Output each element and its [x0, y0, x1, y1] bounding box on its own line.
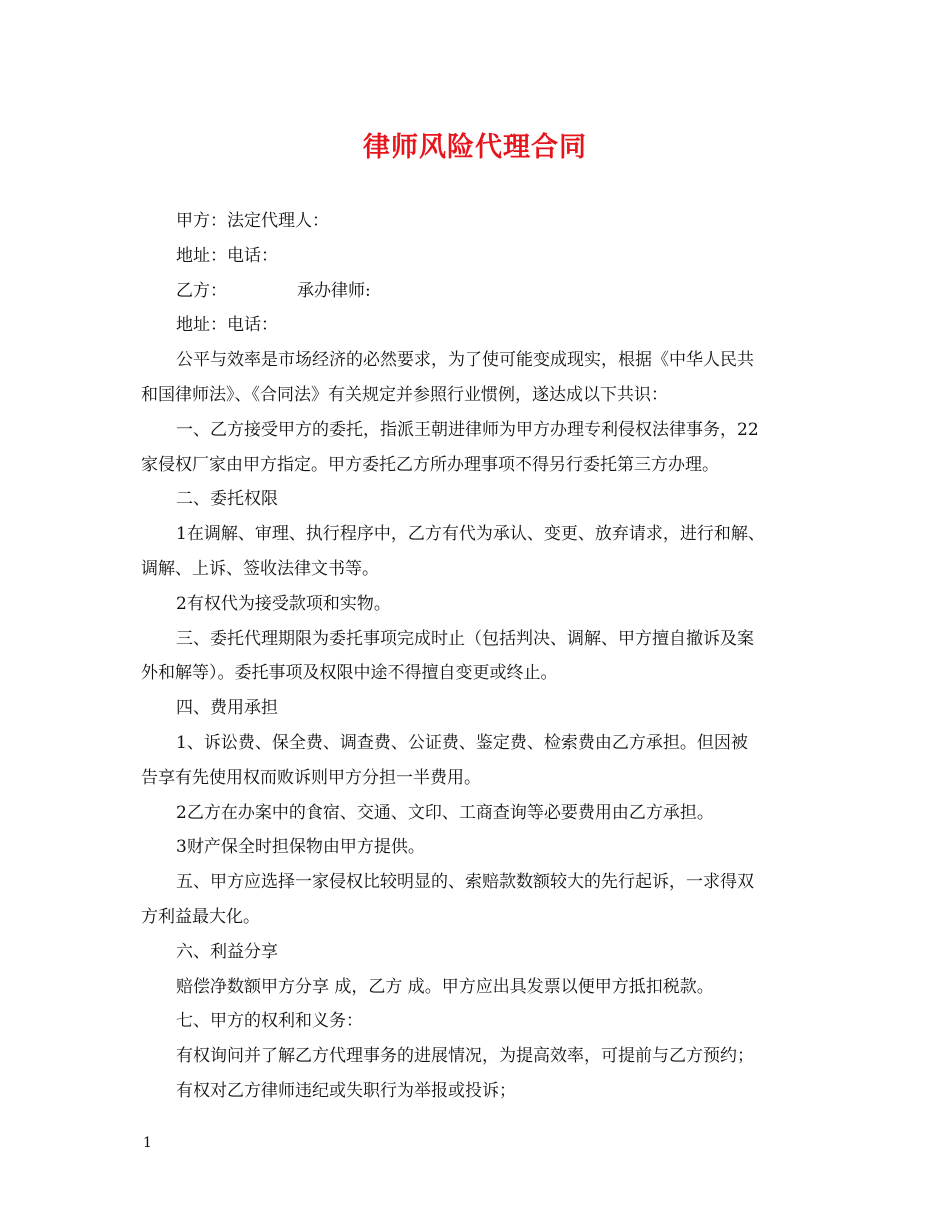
- section-4-item-1-line: 告享有先使用权而败诉则甲方分担一半费用。: [141, 767, 481, 788]
- section-1-line: 家侵权厂家由甲方指定。甲方委托乙方所办理事项不得另行委托第三方办理。: [141, 454, 719, 475]
- party-b-line: [141, 274, 831, 309]
- section-7-heading: 七、甲方的权利和义务：: [176, 1011, 363, 1032]
- section-2-item-2: 2有权代为接受款项和实物。: [176, 593, 391, 614]
- section-4-item-2: 2乙方在办案中的食宿、交通、文印、工商查询等必要费用由乙方承担。: [176, 802, 714, 823]
- section-2-heading: 二、委托权限: [176, 489, 278, 510]
- section-3-line: 外和解等）。委托事项及权限中途不得擅自变更或终止。: [141, 663, 558, 684]
- section-2-item-1-line: 1在调解、审理、执行程序中，乙方有代为承认、变更、放弃请求，进行和解、: [176, 524, 765, 545]
- section-4-heading: 四、费用承担: [176, 698, 278, 719]
- section-3-line: 三、委托代理期限为委托事项完成时止（包括判决、调解、甲方擅自撤诉及案: [176, 628, 754, 649]
- section-5-line: 方利益最大化。: [141, 906, 260, 927]
- section-2-item-1-line: 调解、上诉、签收法律文书等。: [141, 558, 379, 579]
- party-b-address-line: 地址：电话：: [176, 315, 278, 336]
- party-a-line: 甲方：法定代理人：: [176, 211, 329, 231]
- party-b-lawyer-label: 承办律师:: [297, 280, 371, 301]
- section-4-item-3: 3财产保全时担保物由甲方提供。: [176, 837, 425, 858]
- party-b-label: 乙方：: [176, 280, 227, 301]
- intro-paragraph-line: 公平与效率是市场经济的必然要求，为了使可能变成现实，根据《中华人民共: [176, 350, 754, 371]
- document-body: [141, 204, 831, 1109]
- page-number: 1: [143, 1135, 152, 1151]
- section-6-body: 赔偿净数额甲方分享 成，乙方 成。甲方应出具发票以便甲方抵扣税款。: [176, 976, 714, 997]
- section-1-line: 一、乙方接受甲方的委托，指派王朝进律师为甲方办理专利侵权法律事务，22: [176, 419, 759, 440]
- section-4-item-1-line: 1、诉讼费、保全费、调查费、公证费、鉴定费、检索费由乙方承担。但因被: [176, 732, 748, 753]
- section-6-heading: 六、利益分享: [176, 941, 278, 962]
- document-title: 律师风险代理合同: [363, 132, 587, 163]
- party-a-address-line: 地址：电话：: [176, 245, 278, 266]
- section-7-item-2: 有权对乙方律师违纪或失职行为举报或投诉；: [176, 1080, 516, 1101]
- section-5-line: 五、甲方应选择一家侵权比较明显的、索赔款数额较大的先行起诉，一求得双: [176, 872, 754, 893]
- section-7-item-1: 有权询问并了解乙方代理事务的进展情况，为提高效率，可提前与乙方预约；: [176, 1046, 754, 1067]
- intro-paragraph-line: 和国律师法》、《合同法》有关规定并参照行业惯例，遂达成以下共识：: [141, 384, 668, 405]
